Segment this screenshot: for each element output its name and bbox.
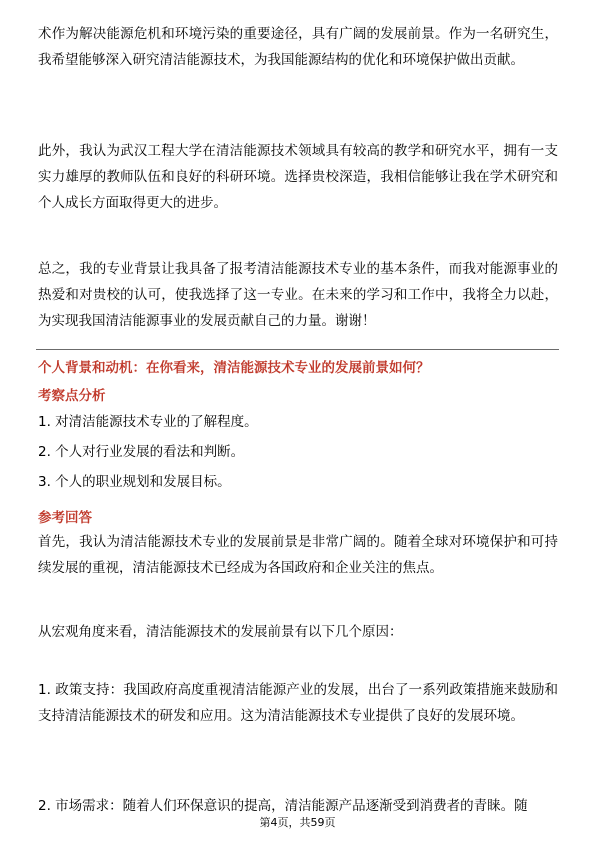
answer-paragraph-1: 首先，我认为清洁能源技术专业的发展前景是非常广阔的。随着全球对环境保护和可持续发展的重视，清洁能源技术已经成为各国政府和企业关注的焦点。 (38, 534, 558, 576)
answer-paragraph-4: 2. 市场需求：随着人们环保意识的提高，清洁能源产品逐渐受到消费者的青睐。随 (38, 798, 528, 814)
answer-paragraph-2: 从宏观角度来看，清洁能源技术的发展前景有以下几个原因： (38, 624, 403, 640)
answer-paragraph-3: 1. 政策支持：我国政府高度重视清洁能源产业的发展，出台了一系列政策措施来鼓励和支持清洁能源技术的研发和应用。这为清洁能源技术专业提供了良好的发展环境。 (38, 682, 558, 724)
analysis-heading: 考察点分析 (38, 388, 106, 404)
analysis-point-3: 3. 个人的职业规划和发展目标。 (38, 474, 231, 490)
intro-paragraph-2: 此外，我认为武汉工程大学在清洁能源技术领域具有较高的教学和研究水平，拥有一支实力雄厚的教师队伍和良好的科研环境。选择贵校深造，我相信能够让我在学术研究和个人成长方面取得更大的进步。 (38, 143, 558, 211)
analysis-point-2: 2. 个人对行业发展的看法和判断。 (38, 444, 245, 460)
section-divider (36, 349, 559, 350)
answer-heading: 参考回答 (38, 510, 92, 526)
intro-paragraph-3: 总之，我的专业背景让我具备了报考清洁能源技术专业的基本条件，而我对能源事业的热爱和对贵校的认可，使我选择了这一专业。在未来的学习和工作中，我将全力以赴，为实现我国清洁能源事业的发展贡献自己的力量。谢谢！ (38, 261, 558, 329)
page-number: 第4页，共59页 (259, 816, 336, 829)
question-title: 个人背景和动机：在你看来，清洁能源技术专业的发展前景如何？ (38, 360, 430, 376)
intro-paragraph-1: 术作为解决能源危机和环境污染的重要途径，具有广阔的发展前景。作为一名研究生，我希望能够深入研究清洁能源技术，为我国能源结构的优化和环境保护做出贡献。 (38, 26, 558, 68)
analysis-point-1: 1. 对清洁能源技术专业的了解程度。 (38, 414, 258, 430)
